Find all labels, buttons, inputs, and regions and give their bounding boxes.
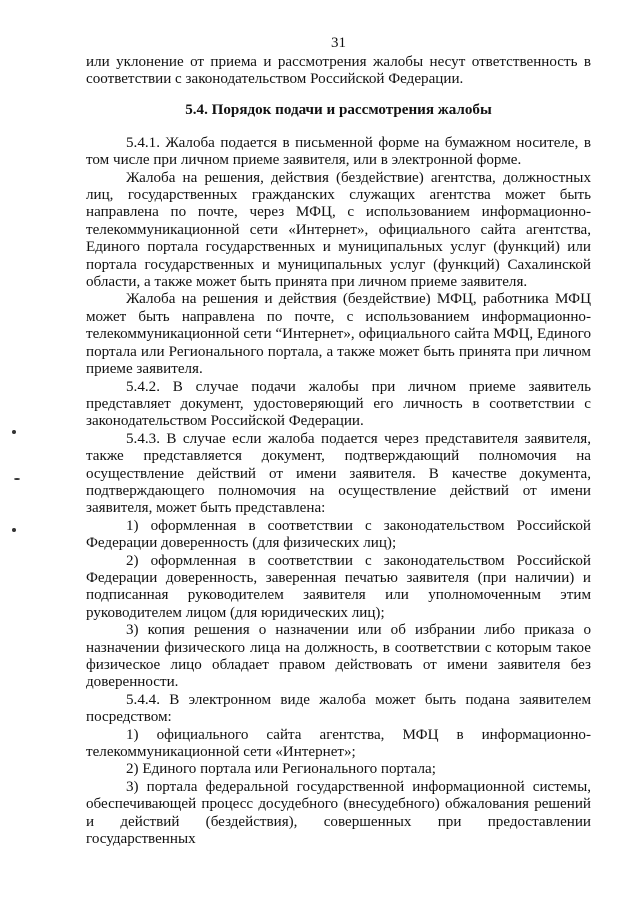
scan-speck	[12, 528, 16, 532]
electronic-item-2: 2) Единого портала или Регионального портала;	[126, 761, 436, 778]
section-heading: 5.4. Порядок подачи и рассмотрения жалобы	[185, 101, 492, 118]
paragraph-5-4-4: 5.4.4. В электронном виде жалоба может быть подана заявителем посредством:	[86, 691, 591, 726]
list-item-1: 1) оформленная в соответствии с законодательством Российской Федерации доверенность (для физических лиц);	[86, 517, 591, 552]
page-number: 31	[331, 35, 346, 51]
paragraph-5-4-3: 5.4.3. В случае если жалоба подается через представителя заявителя, также представляется документ, подтверждающий полномочия на осуществление действий от имени заявителя. В качестве документа, подтверждающего полномочия на осуществление действий от имени заявителя, может быть представлена:	[86, 430, 591, 517]
electronic-item-1: 1) официального сайта агентства, МФЦ в информационно-телекоммуникационной сети «Интернет»;	[86, 726, 591, 761]
electronic-item-3: 3) портала федеральной государственной информационной системы, обеспечивающей процесс досудебного (внесудебного) обжалования решений и действий (бездействия), совершенных при предоставлении государственных	[86, 778, 591, 848]
scan-speck	[14, 478, 20, 480]
paragraph-5-4-2: 5.4.2. В случае подачи жалобы при личном приеме заявитель представляет документ, удостоверяющий его личность в соответствии с законодательством Российской Федерации.	[86, 378, 591, 430]
intro-paragraph: или уклонение от приема и рассмотрения жалобы несут ответственность в соответствии с законодательством Российской Федерации.	[86, 54, 591, 88]
list-item-3: 3) копия решения о назначении или об избрании либо приказа о назначении физического лица на должность, в соответствии с которым такое физическое лицо обладает правом действовать от имени заявителя без доверенности.	[86, 622, 591, 691]
scan-speck	[12, 430, 16, 434]
list-item-2: 2) оформленная в соответствии с законодательством Российской Федерации доверенность, заверенная печатью заявителя (при наличии) и подписанная руководителем заявителя или уполномоченным этим руководителем лицом (для юридических лиц);	[86, 552, 591, 621]
section-body	[86, 135, 591, 849]
paragraph-mfc-complaint: Жалоба на решения и действия (бездействие) МФЦ, работника МФЦ может быть направлена по почте, с использованием информационно-телекоммуникационной сети “Интернет», официального сайта МФЦ, Единого портала или Регионального портала, а также может быть принята при личном приеме заявителя.	[86, 291, 591, 378]
paragraph-5-4-1: 5.4.1. Жалоба подается в письменной форме на бумажном носителе, в том числе при личном приеме заявителя, или в электронной форме.	[86, 134, 591, 169]
paragraph-agency-complaint: Жалоба на решения, действия (бездействие) агентства, должностных лиц, государственных гражданских служащих агентства может быть направлена по почте, через МФЦ, с использованием информационно-телекоммуникационной сети «Интернет», официального сайта агентства, Единого портала государственных и муниципальных услуг (функций) или портала государственных и муниципальных услуг (функций) Сахалинской области, а также может быть принята при личном приеме заявителя.	[86, 169, 591, 291]
